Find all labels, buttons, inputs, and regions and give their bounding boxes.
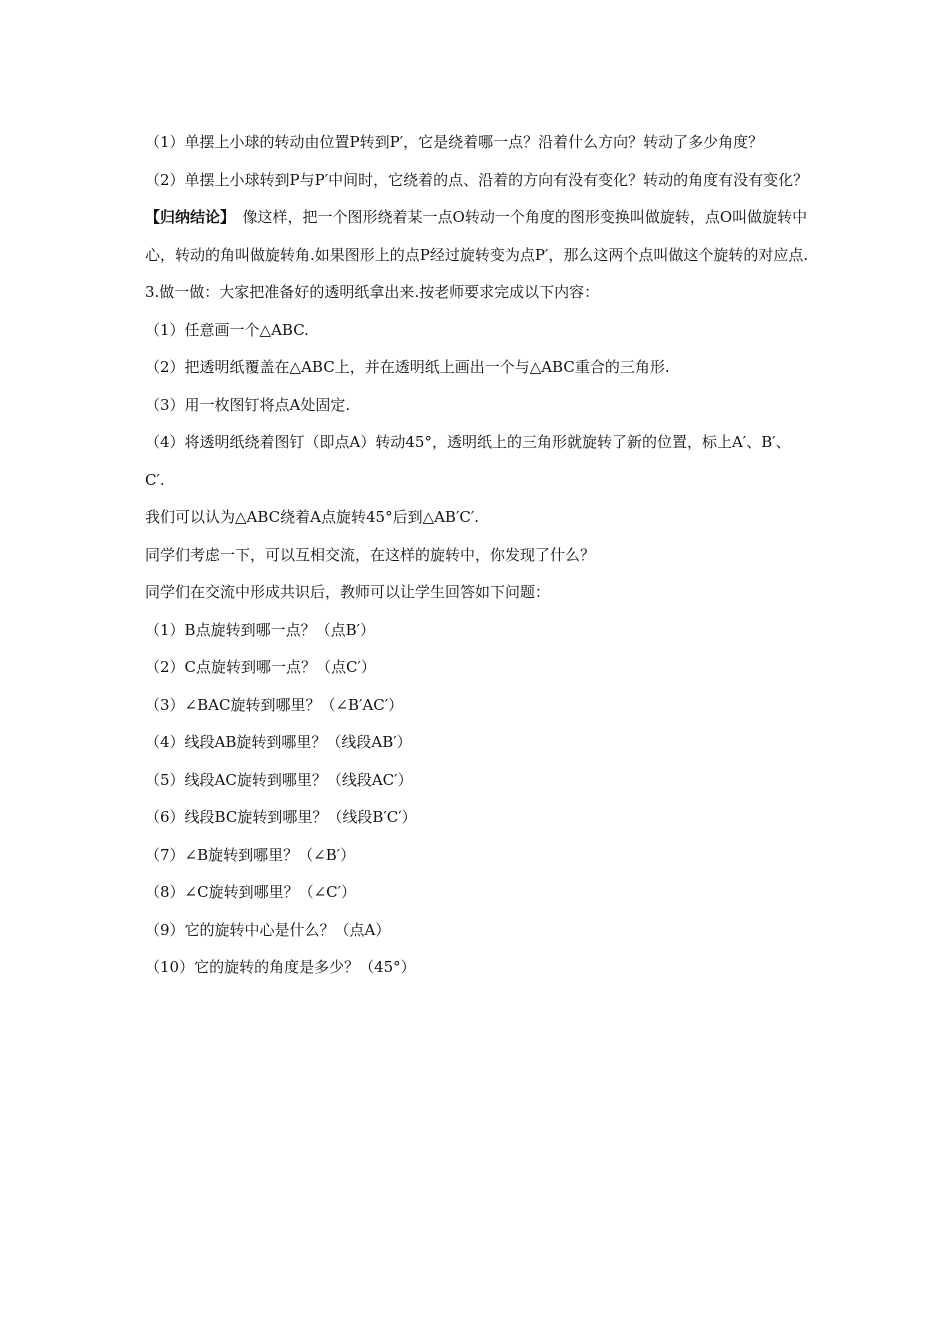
step-3: （3）用一枚图钉将点A处固定. [145, 395, 351, 414]
answer-question-4: （4）线段AB旋转到哪里？（线段AB′） [145, 733, 412, 751]
answer-question-1: （1）B点旋转到哪一点？（点B′） [145, 620, 375, 639]
question-2: （2）单摆上小球转到P与P′中间时，它绕着的点、沿着的方向有没有变化？转动的角度有没有变化？ [145, 170, 809, 189]
teacher-prompt: 同学们在交流中形成共识后，教师可以让学生回答如下问题： [145, 583, 551, 601]
conclusion-text: 像这样，把一个图形绕着某一点O转动一个角度的图形变换叫做旋转，点O叫做旋转中心，转动的角叫做旋转角.如果图形上的点P经过旋转变为点P′，那么这两个点叫做这个旋转的对应点. [145, 208, 809, 264]
answer-question-8: （8）∠C旋转到哪里？（∠C′） [145, 883, 357, 901]
answer-question-9: （9）它的旋转中心是什么？（点A） [145, 920, 391, 939]
conclusion-label: 【归纳结论】 [145, 208, 228, 226]
step-1: （1）任意画一个△ABC. [145, 320, 309, 339]
activity-intro: 3.做一做：大家把准备好的透明纸拿出来.按老师要求完成以下内容： [145, 283, 600, 301]
question-1: （1）单摆上小球的转动由位置P转到P′，它是绕着哪一点？沿着什么方向？转动了多少角度？ [145, 133, 764, 151]
answer-question-5: （5）线段AC旋转到哪里？（线段AC′） [145, 770, 413, 789]
answer-question-6: （6）线段BC旋转到哪里？（线段B′C′） [145, 808, 417, 826]
step-4: （4）将透明纸绕着图钉（即点A）转动45°，透明纸上的三角形就旋转了新的位置，标上A′、B′、C′. [145, 433, 791, 489]
answer-question-2: （2）C点旋转到哪一点？（点C′） [145, 658, 376, 676]
step-2: （2）把透明纸覆盖在△ABC上，并在透明纸上画出一个与△ABC重合的三角形. [145, 358, 670, 376]
document-body [145, 124, 810, 987]
answer-question-3: （3）∠BAC旋转到哪里？（∠B′AC′） [145, 695, 404, 714]
discussion-prompt: 同学们考虑一下，可以互相交流，在这样的旋转中，你发现了什么？ [145, 545, 596, 564]
answer-question-10: （10）它的旋转的角度是多少？（45°） [145, 958, 416, 976]
answer-question-7: （7）∠B旋转到哪里？（∠B′） [145, 845, 356, 864]
conclusion-paragraph [145, 199, 810, 274]
rotation-statement: 我们可以认为△ABC绕着A点旋转45°后到△AB′C′. [145, 508, 480, 526]
